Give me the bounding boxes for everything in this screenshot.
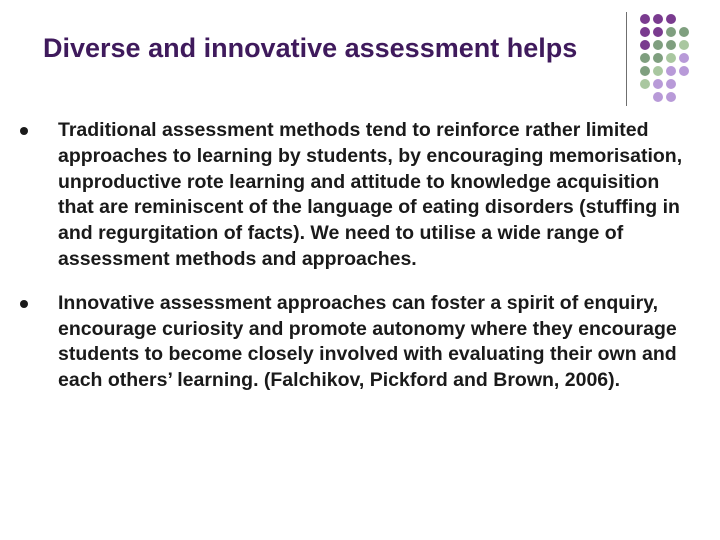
decor-dot — [653, 53, 663, 63]
decor-dot — [666, 14, 676, 24]
decor-dot — [666, 92, 676, 102]
bullet-item — [20, 291, 700, 394]
decor-dot — [640, 66, 650, 76]
decor-dot — [653, 40, 663, 50]
decor-dot — [666, 79, 676, 89]
decor-dot — [666, 27, 676, 37]
bullet-text: Traditional assessment methods tend to reinforce rather limited approaches to learning by students, by encouraging memorisation, unproductive rote learning and attitude to knowledge acquisition that are reminiscent of the language of eating disorders (stuffing in and regurgitation of facts). We need to utilise a wide range of assessment methods and approaches. — [58, 119, 683, 270]
bullet-dot-icon — [20, 127, 28, 135]
decor-dot — [653, 66, 663, 76]
decor-dot — [640, 79, 650, 89]
decor-dot — [640, 27, 650, 37]
decor-dot — [640, 40, 650, 50]
bullet-text: Innovative assessment approaches can foster a spirit of enquiry, encourage curiosity and promote autonomy where they encourage students to become closely involved with evaluating their own and each others’ learning. (Falchikov, Pickford and Brown, 2006). — [58, 291, 677, 392]
decor-dot — [653, 79, 663, 89]
decor-dot — [679, 27, 689, 37]
title-divider-line — [626, 12, 627, 106]
decor-dot — [640, 53, 650, 63]
bullet-dot-icon — [20, 300, 28, 308]
decor-dot — [679, 53, 689, 63]
decor-dot — [679, 40, 689, 50]
bullet-item — [20, 118, 700, 273]
decor-dot — [666, 53, 676, 63]
decorative-dot-grid — [636, 14, 700, 106]
decor-dot — [653, 27, 663, 37]
slide-title: Diverse and innovative assessment helps — [43, 33, 578, 63]
decor-dot — [666, 66, 676, 76]
decor-dot — [653, 92, 663, 102]
decor-dot — [666, 40, 676, 50]
decor-dot — [679, 66, 689, 76]
decor-dot — [640, 14, 650, 24]
bullet-list — [20, 118, 700, 394]
decor-dot — [653, 14, 663, 24]
